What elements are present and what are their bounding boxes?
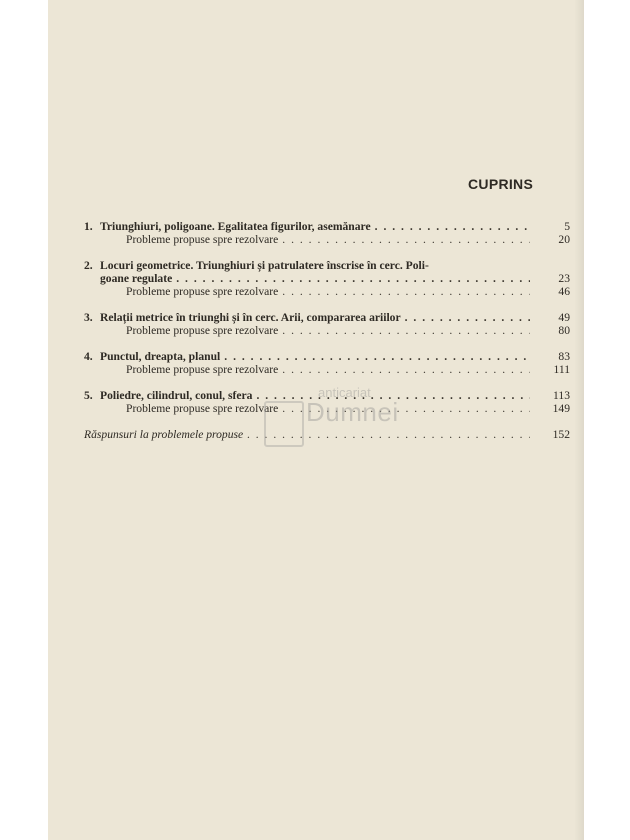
toc-title: Triunghiuri, poligoane. Egalitatea figurilor, asemănare: [100, 220, 371, 233]
leader-dots: [224, 350, 530, 363]
toc-title: Răspunsuri la problemele propuse: [84, 428, 244, 441]
toc-title: Relații metrice în triunghi și în cerc. Arii, compararea ariilor: [100, 311, 401, 324]
leader-dots: [282, 363, 530, 376]
toc-subtitle: Probleme propuse spre rezolvare: [126, 402, 279, 415]
toc-entry-problems-4: [84, 363, 570, 376]
toc-entry-problems-5: [84, 402, 570, 415]
leader-dots: [247, 428, 530, 441]
leader-dots: [282, 324, 530, 337]
toc-title-continued: goane regulate: [100, 272, 173, 285]
toc-title: Locuri geometrice. Triunghiuri și patrulatere înscrise în cerc. Poli-: [100, 259, 429, 272]
toc-page-number: 49: [558, 311, 570, 324]
toc-subtitle: Probleme propuse spre rezolvare: [126, 285, 279, 298]
toc-title: Punctul, dreapta, planul: [100, 350, 221, 363]
toc-entry-chapter-5: [84, 389, 570, 402]
toc-page-number: 20: [558, 233, 570, 246]
toc-entry-answers: [84, 428, 570, 441]
watermark-small-text: anticariat: [318, 385, 371, 400]
toc-page-number: 152: [552, 428, 570, 441]
toc-entry-problems-3: [84, 324, 570, 337]
toc-entry-chapter-2-cont: [84, 272, 570, 285]
toc-number: 4.: [84, 350, 93, 363]
toc-page-number: 149: [552, 402, 570, 415]
leader-dots: [282, 285, 530, 298]
toc-page-number: 5: [564, 220, 570, 233]
page-edge-shadow: [574, 0, 584, 840]
leader-dots: [282, 233, 530, 246]
watermark-big-text: Dumnei: [306, 397, 399, 427]
toc-entry-chapter-2: [84, 259, 570, 272]
toc-entry-chapter-4: [84, 350, 570, 363]
page-title: CUPRINS: [468, 176, 534, 192]
leader-dots: [256, 389, 530, 402]
toc-page-number: 111: [553, 363, 570, 376]
toc-entry-chapter-3: [84, 311, 570, 324]
toc-page-number: 113: [553, 389, 570, 402]
toc-entry-problems-2: [84, 285, 570, 298]
toc-entry-chapter-1: [84, 220, 570, 233]
toc-number: 5.: [84, 389, 93, 402]
table-of-contents: [84, 220, 570, 441]
toc-number: 3.: [84, 311, 93, 324]
toc-subtitle: Probleme propuse spre rezolvare: [126, 233, 279, 246]
leader-dots: [375, 220, 530, 233]
toc-entry-problems-1: [84, 233, 570, 246]
toc-page-number: 46: [558, 285, 570, 298]
leader-dots: [176, 272, 530, 285]
leader-dots: [405, 311, 530, 324]
toc-page-number: 23: [558, 272, 570, 285]
toc-page-number: 80: [558, 324, 570, 337]
toc-title: Poliedre, cilindrul, conul, sfera: [100, 389, 253, 402]
toc-number: 1.: [84, 220, 93, 233]
toc-number: 2.: [84, 259, 93, 272]
toc-page-number: 83: [558, 350, 570, 363]
toc-subtitle: Probleme propuse spre rezolvare: [126, 324, 279, 337]
toc-subtitle: Probleme propuse spre rezolvare: [126, 363, 279, 376]
leader-dots: [282, 402, 530, 415]
